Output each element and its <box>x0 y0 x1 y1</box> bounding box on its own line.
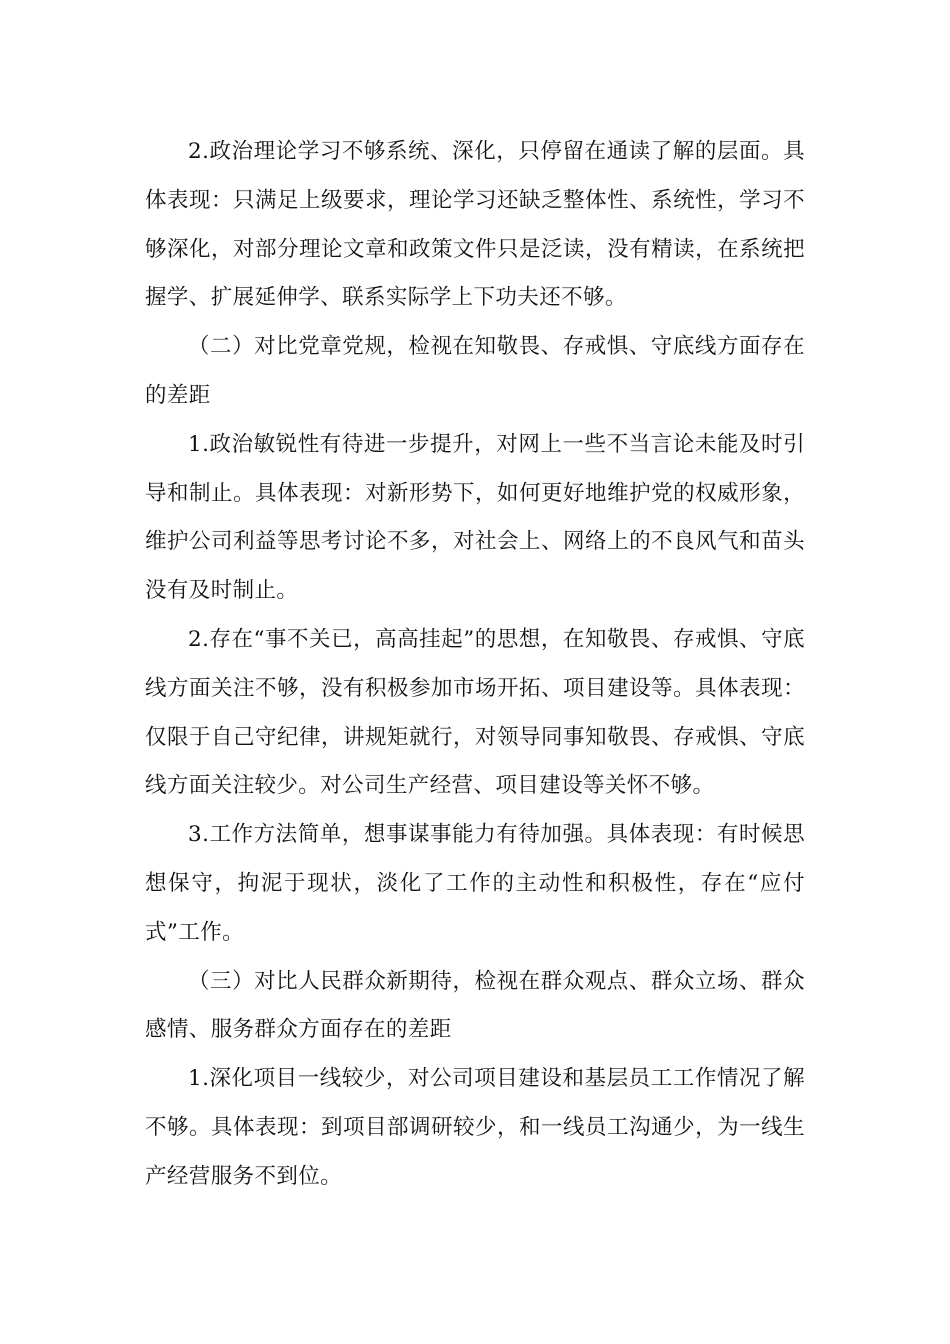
paragraph-item-1-frontline: 1.深化项目一线较少，对公司项目建设和基层员工工作情况了解不够。具体表现：到项目部调研较少，和一线员工沟通少，为一线生产经营服务不到位。 <box>145 1066 805 1189</box>
paragraph-item-2-attitude: 2.存在“事不关已，高高挂起”的思想，在知敬畏、存戒惧、守底线方面关注不够，没有积极参加市场开拓、项目建设等。具体表现：仅限于自己守纪律，讲规矩就行，对领导同事知敬畏、存戒惧、守底线方面关注较少。对公司生产经营、项目建设等关怀不够。 <box>145 626 805 799</box>
paragraph-item-3-methods: 3.工作方法简单，想事谋事能力有待加强。具体表现：有时候思想保守，拘泥于现状，淡化了工作的主动性和积极性，存在“应付式”工作。 <box>145 822 805 945</box>
section-heading-3: （三）对比人民群众新期待，检视在群众观点、群众立场、群众感情、服务群众方面存在的差距 <box>145 968 805 1043</box>
section-heading-2: （二）对比党章党规，检视在知敬畏、存戒惧、守底线方面存在的差距 <box>145 334 805 408</box>
paragraph-item-2-study: 2.政治理论学习不够系统、深化，只停留在通读了解的层面。具体表现：只满足上级要求，理论学习还缺乏整体性、系统性，学习不够深化，对部分理论文章和政策文件只是泛读，没有精读，在系统把握学、扩展延伸学、联系实际学上下功夫还不够。 <box>145 139 805 311</box>
paragraph-item-1-sensitivity: 1.政治敏锐性有待进一步提升，对网上一些不当言论未能及时引导和制止。具体表现：对新形势下，如何更好地维护党的权威形象，维护公司利益等思考讨论不多，对社会上、网络上的不良风气和苗头没有及时制止。 <box>145 431 805 604</box>
document-body <box>145 128 805 1202</box>
